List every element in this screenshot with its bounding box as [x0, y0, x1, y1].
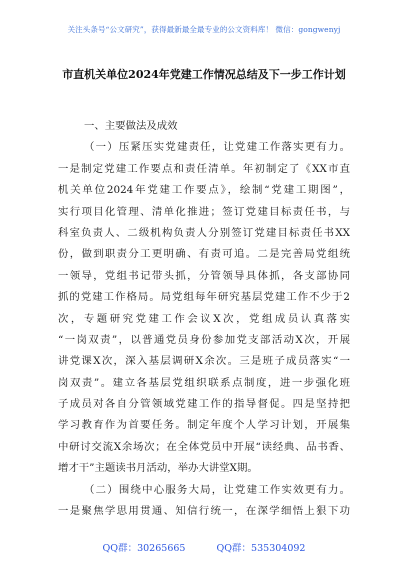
paragraph-line: 一是制定党建工作要点和责任清单。年初制定了《XX市直 — [58, 162, 350, 175]
paragraph-line: 中研讨交流X余场次；在全体党员中开展“读经典、品书香、 — [58, 440, 350, 453]
paragraph-line: 岗双责”。建立各基层党组织联系点制度，进一步强化班 — [58, 376, 350, 389]
paragraph-line: 份，做到职责分工更明确、有责可追。二是完善局党组统 — [58, 248, 350, 261]
paragraph-line: 增才干”主题读书月活动，举办大讲堂X期。 — [58, 462, 258, 475]
paragraph-line: 学习教育作为首要任务。制定年度个人学习计划，开展集 — [58, 419, 350, 432]
promo-banner: 关注头条号“公文研究”，获得最新最全最专业的公文资料库！ 微信：gongwenyj — [67, 25, 341, 34]
paragraph-line: 抓的党建工作格局。局党组每年研究基层党建工作不少于2 — [58, 291, 350, 304]
subsection-heading: （一）压紧压实党建责任，让党建工作落实更有力。 — [84, 141, 350, 154]
qq-group-2: QQ群：535304092 — [216, 543, 306, 554]
paragraph-line: 一是聚焦学思用贯通、知信行统一，在深学细悟上狠下功 — [58, 505, 350, 518]
paragraph-line: 实行项目化管理、清单化推进；签订党建目标责任书，与 — [58, 205, 350, 218]
paragraph-line: 一领导，党组书记带头抓，分管领导具体抓，各支部协同 — [58, 269, 350, 282]
paragraph-line: 机关单位2024年党建工作要点》，绘制“党建工期图”， — [58, 184, 350, 197]
paragraph-line: 科室负责人、二级机构负责人分别签订党建目标责任书XX — [58, 226, 350, 239]
paragraph-line: 次，专题研究党建工作会议X次，党组成员认真落实 — [58, 312, 350, 325]
paragraph-line: “一岗双责”，以普通党员身份参加党支部活动X次，开展 — [58, 333, 350, 346]
paragraph-line: 讲党课X次，深入基层调研X余次。三是班子成员落实“一 — [58, 355, 350, 368]
qq-group-1: QQ群：30265665 — [102, 543, 186, 554]
document-body — [58, 116, 350, 522]
section-heading: 一、主要做法及成效 — [84, 120, 178, 132]
subsection-heading: （二）围绕中心服务大局，让党建工作实效更有力。 — [84, 483, 350, 496]
footer-contacts — [0, 540, 408, 554]
paragraph-line: 子成员对各自分管领域党建工作的指导督促。四是坚持把 — [58, 398, 350, 411]
document-title: 市直机关单位2024年党建工作情况总结及下一步工作计划 — [62, 68, 346, 81]
